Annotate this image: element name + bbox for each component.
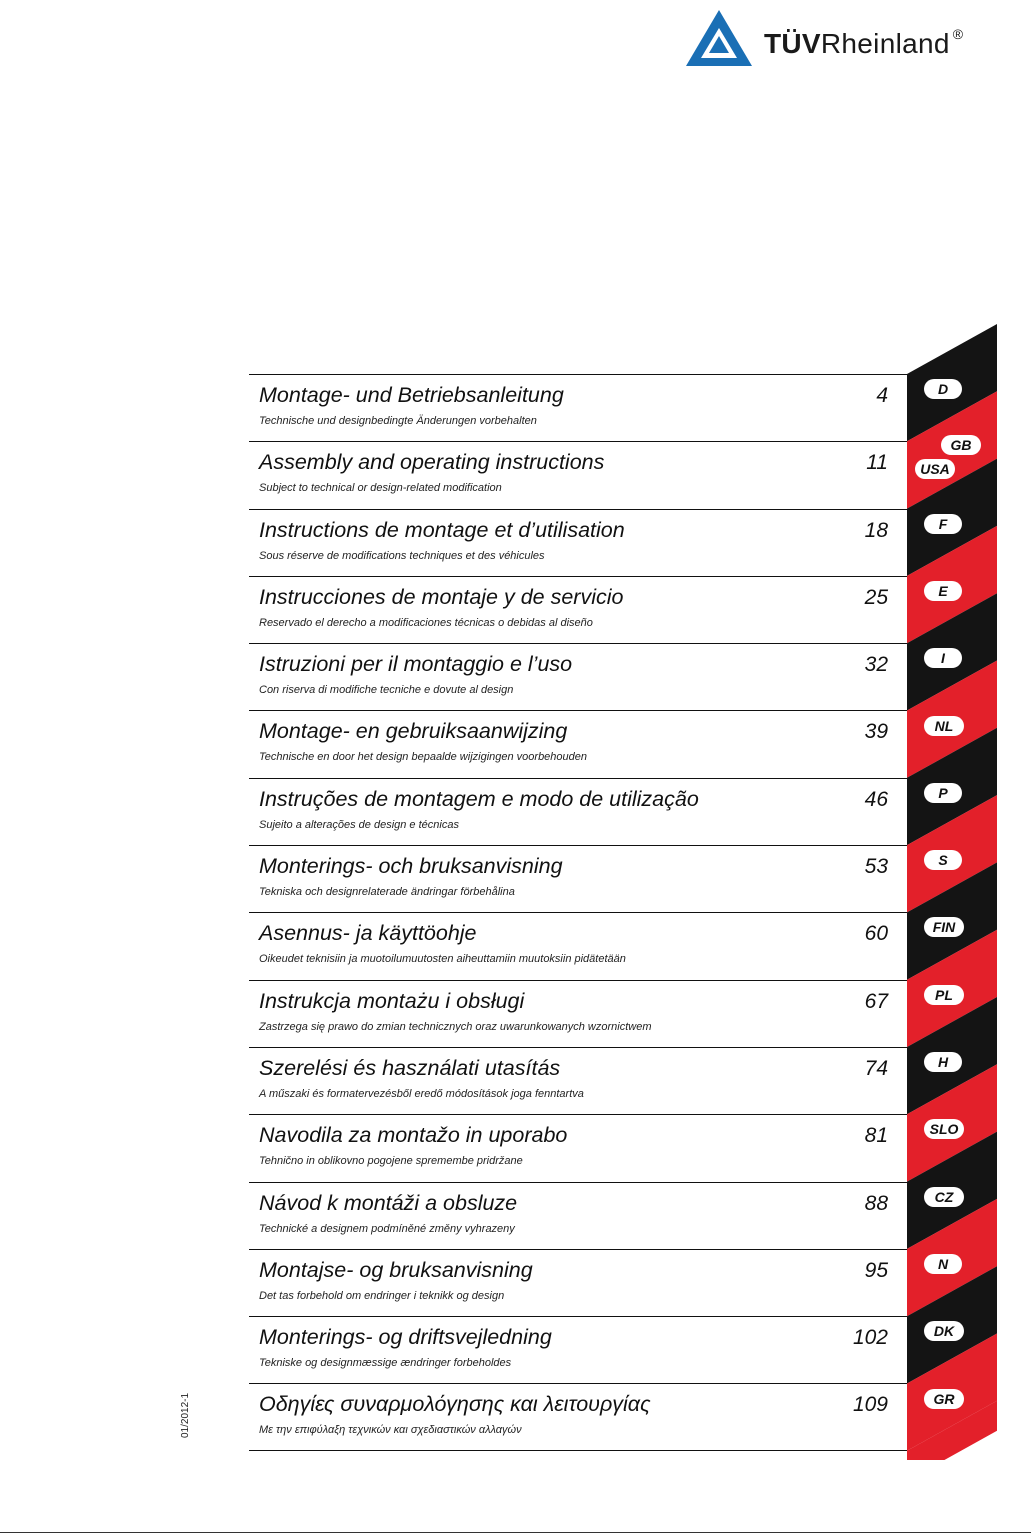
language-code-badge[interactable]: S	[924, 850, 962, 870]
toc-title: Monterings- og driftsvejledning	[259, 1325, 552, 1350]
language-code-badge[interactable]: GR	[924, 1389, 964, 1409]
toc-row[interactable]	[249, 1182, 907, 1249]
toc-page-number: 25	[864, 585, 888, 609]
language-code-badge[interactable]: F	[924, 514, 962, 534]
toc-page-number: 60	[864, 922, 888, 946]
toc-row[interactable]	[249, 845, 907, 912]
registered-mark: ®	[952, 26, 964, 42]
tuv-triangle-icon	[684, 8, 754, 70]
bottom-rule	[0, 1532, 1031, 1533]
document-code: 01/2012-1	[180, 1392, 191, 1438]
language-code-badge[interactable]: DK	[924, 1321, 964, 1341]
toc-page-number: 95	[864, 1258, 888, 1282]
toc-subtitle: Με την επιφύλαξη τεχνικών και σχεδιαστικών αλλαγών	[259, 1424, 522, 1437]
toc-row[interactable]	[249, 1047, 907, 1114]
toc-row[interactable]	[249, 576, 907, 643]
toc-subtitle: Zastrzega się prawo do zmian technicznych oraz uwarunkowanych wzornictwem	[259, 1020, 652, 1033]
language-code-badge[interactable]: CZ	[924, 1187, 964, 1207]
toc-page-number: 46	[864, 787, 888, 811]
toc-title: Montage- und Betriebsanleitung	[259, 383, 564, 407]
toc-title: Instrucciones de montaje y de servicio	[259, 584, 624, 609]
toc-subtitle: Tehnično in oblikovno pogojene spremembe pridržane	[259, 1155, 523, 1168]
toc-subtitle: Det tas forbehold om endringer i teknikk og design	[259, 1289, 505, 1302]
toc-page-number: 11	[866, 451, 888, 475]
toc-subtitle: Technische und designbedingte Änderungen vorbehalten	[259, 415, 537, 427]
toc-title: Instrukcja montażu i obsługi	[259, 988, 525, 1013]
toc-row[interactable]	[249, 374, 907, 441]
toc-title: Szerelési és használati utasítás	[259, 1055, 561, 1080]
toc-subtitle: Tekniske og designmæssige ændringer forbeholdes	[259, 1357, 512, 1370]
toc-page-number: 102	[852, 1326, 888, 1350]
brand-name	[764, 28, 963, 60]
toc-subtitle: Con riserva di modifiche tecniche e dovute al design	[259, 684, 514, 697]
toc-subtitle: Technische en door het design bepaalde wijzigingen voorbehouden	[259, 751, 588, 764]
toc-subtitle: Sujeito a alterações de design e técnicas	[259, 818, 459, 831]
brand-name-regular: Rheinland	[820, 28, 950, 59]
toc-title: Monterings- och bruksanvisning	[259, 854, 563, 879]
toc-page-number: 81	[864, 1124, 888, 1148]
language-code-badge[interactable]: H	[924, 1052, 962, 1072]
tab-stripes	[907, 320, 997, 1460]
toc-page-number: 39	[864, 720, 888, 744]
toc-page-number: 4	[876, 384, 888, 407]
toc-title: Instruções de montagem e modo de utilização	[259, 786, 699, 811]
toc-subtitle: Reservado el derecho a modificaciones técnicas o debidas al diseño	[259, 616, 593, 629]
toc-row[interactable]	[249, 643, 907, 710]
toc-row[interactable]	[249, 778, 907, 845]
toc-page-number: 32	[864, 653, 888, 677]
toc-title: Οδηγίες συναρμολόγησης και λειτουργίας	[259, 1392, 651, 1417]
toc-title: Instructions de montage et d’utilisation	[259, 517, 625, 542]
toc-title: Istruzioni per il montaggio e l’uso	[259, 652, 573, 677]
toc-title: Navodila za montažo in uporabo	[259, 1123, 568, 1148]
toc-title: Montage- en gebruiksaanwijzing	[259, 719, 568, 744]
toc-subtitle: A műszaki és formatervezésből eredő módosítások joga fenntartva	[259, 1087, 584, 1100]
toc-row[interactable]	[249, 912, 907, 979]
language-code-badge[interactable]: SLO	[924, 1119, 964, 1139]
toc-page-number: 53	[864, 855, 888, 879]
toc-subtitle: Tekniska och designrelaterade ändringar förbehålina	[259, 886, 515, 899]
toc-row[interactable]	[249, 1383, 907, 1450]
toc-page-number: 109	[852, 1393, 888, 1417]
toc-title: Asennus- ja käyttöohje	[259, 921, 477, 946]
toc-title: Montajse- og bruksanvisning	[259, 1257, 533, 1282]
toc-row[interactable]	[249, 710, 907, 777]
toc-subtitle: Oikeudet teknisiin ja muotoilumuutosten aiheuttamiin muutoksiin pidätetään	[259, 953, 626, 966]
toc-page-number: 88	[864, 1191, 888, 1215]
toc-subtitle: Subject to technical or design-related modification	[259, 482, 502, 495]
toc-row[interactable]	[249, 441, 907, 508]
tuv-rheinland-logo	[684, 8, 1024, 70]
language-table-of-contents	[249, 374, 907, 1451]
toc-subtitle: Technické a designem podmíněné změny vyhrazeny	[259, 1222, 515, 1235]
toc-row[interactable]	[249, 509, 907, 576]
language-tab-strip	[907, 320, 997, 1460]
toc-row[interactable]	[249, 1114, 907, 1181]
language-code-badge[interactable]: PL	[924, 985, 964, 1005]
language-code-badge[interactable]: I	[924, 648, 962, 668]
language-code-badge[interactable]: N	[924, 1254, 962, 1274]
toc-row[interactable]	[249, 980, 907, 1047]
language-code-badge[interactable]: GB	[941, 435, 981, 455]
toc-title: Návod k montáži a obsluze	[259, 1190, 518, 1215]
language-code-badge[interactable]: E	[924, 581, 962, 601]
toc-row[interactable]	[249, 1249, 907, 1316]
toc-title: Assembly and operating instructions	[259, 450, 605, 475]
toc-subtitle: Sous réserve de modifications techniques et des véhicules	[259, 549, 545, 562]
toc-page-number: 18	[864, 518, 888, 542]
toc-row[interactable]	[249, 1316, 907, 1383]
toc-page-number: 74	[864, 1056, 888, 1080]
language-code-badge[interactable]: FIN	[924, 917, 964, 937]
language-code-badge[interactable]: USA	[915, 459, 955, 479]
brand-name-bold: TÜV	[764, 28, 821, 59]
language-code-badge[interactable]: D	[924, 379, 962, 399]
language-code-badge[interactable]: P	[924, 783, 962, 803]
language-code-badge[interactable]: NL	[924, 716, 964, 736]
toc-page-number: 67	[864, 989, 888, 1013]
